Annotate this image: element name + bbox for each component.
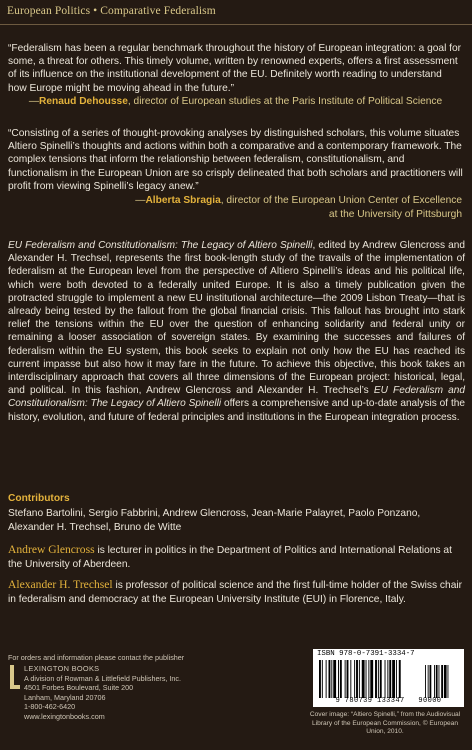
- book-title-repeat: EU Federalism and Constitutionalism: The Legacy of Altiero Spinelli: [8, 385, 465, 410]
- publisher-logo-icon: [9, 664, 21, 690]
- description-body-1: , edited by Andrew Glencross and Alexander H. Trechsel, represents the first book-length study of the travails of the implementation of federalism at the European level from the perspective of Altiero Spinelli’s ideas and his political life, which were both devoted to a federally united Europe. It is also a timely publication given the protracted struggle to implement a new EU institutional architecture—the 2009 Lisbon Treaty—that is already being tested by the fallout from the global financial crisis. This fallout has brought into stark relief the tensions within the EU over the question of enhancing solidarity and federal unity or remaining a looser association of sovereign states. By examining the successes and failures of federalism within the EU system, this book seeks to explain not only how the EU has reached its current impasse but also how it may fare in the future. To achieve this objective, this book takes an interdisciplinary approach that covers all three dimensions of the European project: historical, legal, and political. In this fashion, Andrew Glencross and Alexander H. Trechsel’s: [8, 240, 465, 397]
- barcode-icon: [319, 660, 458, 698]
- publisher-info: [24, 664, 224, 721]
- attribution-affiliation: , director of European studies at the Paris Institute of Political Science: [127, 96, 443, 107]
- publisher-address-2: Lanham, Maryland 20706: [24, 692, 106, 702]
- quote-2: “Consisting of a series of thought-provoking analyses by distinguished scholars, this volume situates Altiero Spinelli’s thoughts and actions within both a comparative and a contemporary framework. The complex tensions that inform the relationship between federalism, constitutionalism, and functionalism in the European Union are so crisply delineated that both scholars and practitioners will profit from viewing Spinelli’s legacy anew.”: [8, 128, 463, 192]
- quote-1-attribution: [8, 95, 463, 108]
- description-body-2: offers a comprehensive and up-to-date analysis of the history, evolution, and future of federal principles and institutions in the European integration process.: [8, 398, 465, 423]
- attribution-affiliation: , director of the European Union Center of Excellence at the University of Pittsburgh: [220, 195, 462, 220]
- book-description: [8, 239, 465, 424]
- publisher-division: A division of Rowman & Littlefield Publishers, Inc.: [24, 673, 182, 683]
- barcode-digits: [313, 697, 464, 705]
- editor-bio-text: is professor of political science and the first full-time holder of the Swiss chair in federalism and democracy at the European University Institute (EUI) in Florence, Italy.: [8, 580, 463, 605]
- attribution-dash: —: [135, 195, 146, 206]
- contributors-list: Stefano Bartolini, Sergio Fabbrini, Andrew Glencross, Jean-Marie Palayret, Paolo Ponzano, Alexander H. Trechsel, Bruno de Witte: [8, 508, 421, 533]
- quote-2-attribution: [132, 194, 462, 221]
- publisher-name: LEXINGTON BOOKS: [24, 664, 100, 673]
- editor-name: Alexander H. Trechsel: [8, 578, 113, 591]
- editor-bio-2: [8, 578, 463, 606]
- book-title: EU Federalism and Constitutionalism: The Legacy of Altiero Spinelli: [8, 240, 313, 251]
- editor-bio-1: [8, 543, 463, 571]
- attribution-dash: —: [28, 96, 39, 107]
- publisher-website[interactable]: www.lexingtonbooks.com: [24, 711, 105, 721]
- contributors-heading: Contributors: [8, 493, 70, 504]
- isbn-number: ISBN 978-0-7391-3334-7: [317, 650, 415, 658]
- quote-1: “Federalism has been a regular benchmark throughout the history of European integration: a goal for some, a threat for others. This timely volume, written by renowned experts, offers a first assessment of its influence on the institutional development of the EU. Definitely worth reading to understand how Europe might be moving ahead in the future.”: [8, 43, 462, 94]
- series-category: European Politics • Comparative Federalism: [7, 5, 216, 17]
- orders-line: For orders and information please contact the publisher: [8, 653, 185, 662]
- publisher-phone: 1-800-462-6420: [24, 702, 76, 711]
- publisher-address-1: 4501 Forbes Boulevard, Suite 200: [24, 683, 134, 692]
- attribution-name: Renaud Dehousse: [39, 96, 128, 107]
- barcode-box: [313, 649, 464, 707]
- editor-name: Andrew Glencross: [8, 543, 95, 556]
- addon-digits: 90000: [418, 697, 442, 705]
- editor-bio-text: is lecturer in politics in the Department of Politics and International Relations at the University of Aberdeen.: [8, 545, 452, 570]
- attribution-name: Alberta Sbragia: [145, 195, 221, 206]
- isbn-label: [317, 650, 460, 658]
- ean-digits: 9 780739 133347: [335, 697, 405, 705]
- cover-image-credit: Cover image: “Altiero Spinelli,” from the Audiovisual Library of the European Commission, © European Union, 2010.: [309, 711, 461, 736]
- header-rule: [0, 24, 472, 25]
- top-bar: [0, 0, 472, 24]
